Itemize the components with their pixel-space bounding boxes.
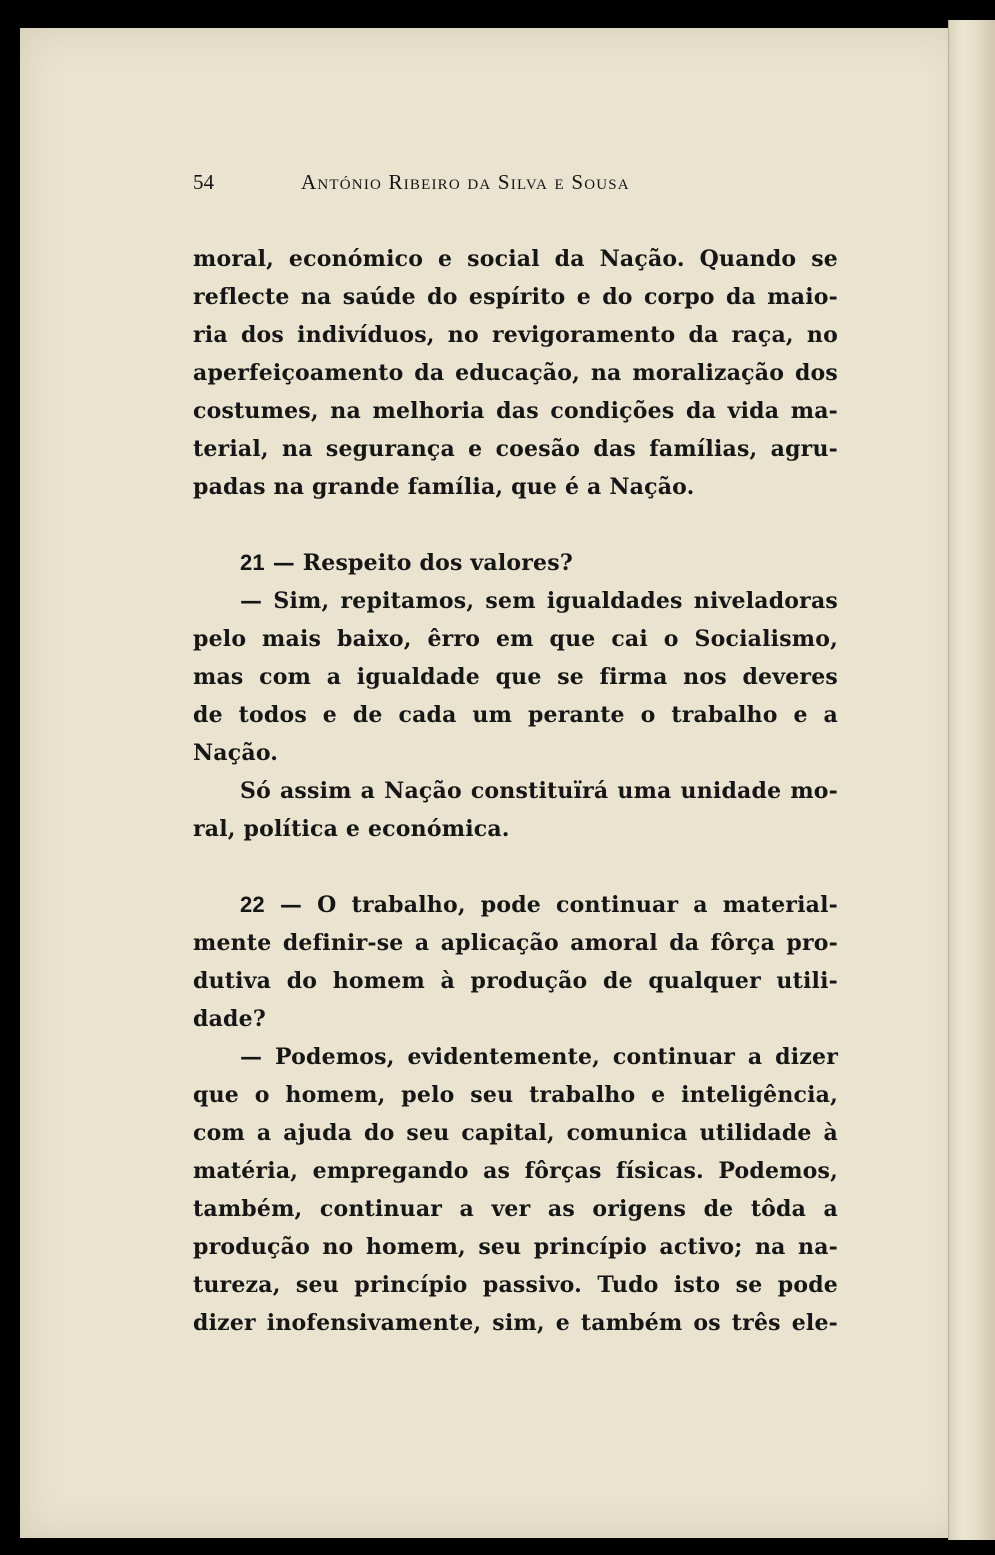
text-line: costumes, na melhoria das condições da vida ma- <box>193 398 838 424</box>
page-header <box>193 168 838 198</box>
answer-line: Só assim a Nação constituïrá uma unidade mo- <box>240 778 838 804</box>
text-line: padas na grande família, que é a Nação. <box>193 474 695 500</box>
answer-line: também, continuar a ver as origens de tôda a <box>193 1196 838 1222</box>
text-line: moral, económico e social da Nação. Quando se <box>193 246 838 272</box>
answer-line: pelo mais baixo, êrro em que cai o Socialismo, <box>193 626 838 652</box>
answer-line: tureza, seu princípio passivo. Tudo isto se pode <box>193 1272 838 1298</box>
text-line: ria dos indivíduos, no revigoramento da raça, no <box>193 322 838 348</box>
answer-line: mas com a igualdade que se firma nos deveres <box>193 664 838 690</box>
answer-line: — Sim, repitamos, sem igualdades niveladoras <box>240 588 838 614</box>
page-body <box>193 240 838 1342</box>
question-number: 21 <box>240 550 265 575</box>
paragraph-gap <box>193 848 838 886</box>
answer-line: de todos e de cada um perante o trabalho e a <box>193 702 838 728</box>
text-line: aperfeiçoamento da educação, na moralização dos <box>193 360 838 386</box>
text-line: reflecte na saúde do espírito e do corpo da maio- <box>193 284 838 310</box>
question-21 <box>193 544 838 582</box>
question-number: 22 <box>240 892 265 917</box>
question-line: dutiva do homem à produção de qualquer utili- <box>193 968 838 994</box>
paragraph-gap <box>193 506 838 544</box>
running-title: António Ribeiro da Silva e Sousa <box>301 170 630 194</box>
answer-line: ral, política e económica. <box>193 816 510 842</box>
question-text: — Respeito dos valores? <box>272 550 573 576</box>
answer-line: com a ajuda do seu capital, comunica utilidade à <box>193 1120 838 1146</box>
answer-line: Nação. <box>193 740 279 766</box>
answer-line: produção no homem, seu princípio activo; na na- <box>193 1234 838 1260</box>
answer-line: — Podemos, evidentemente, continuar a dizer <box>240 1044 838 1070</box>
text-line: terial, na segurança e coesão das famílias, agru- <box>193 436 838 462</box>
answer-line: matéria, empregando as fôrças físicas. Podemos, <box>193 1158 838 1184</box>
question-22 <box>193 886 838 924</box>
question-text: — O trabalho, pode continuar a material- <box>279 892 838 918</box>
page-number: 54 <box>193 170 214 194</box>
page-edge <box>948 20 995 1540</box>
question-line: dade? <box>193 1006 266 1032</box>
answer-line: dizer inofensivamente, sim, e também os três ele- <box>193 1310 838 1336</box>
question-line: mente definir-se a aplicação amoral da fôrça pro- <box>193 930 838 956</box>
answer-line: que o homem, pelo seu trabalho e inteligência, <box>193 1082 838 1108</box>
